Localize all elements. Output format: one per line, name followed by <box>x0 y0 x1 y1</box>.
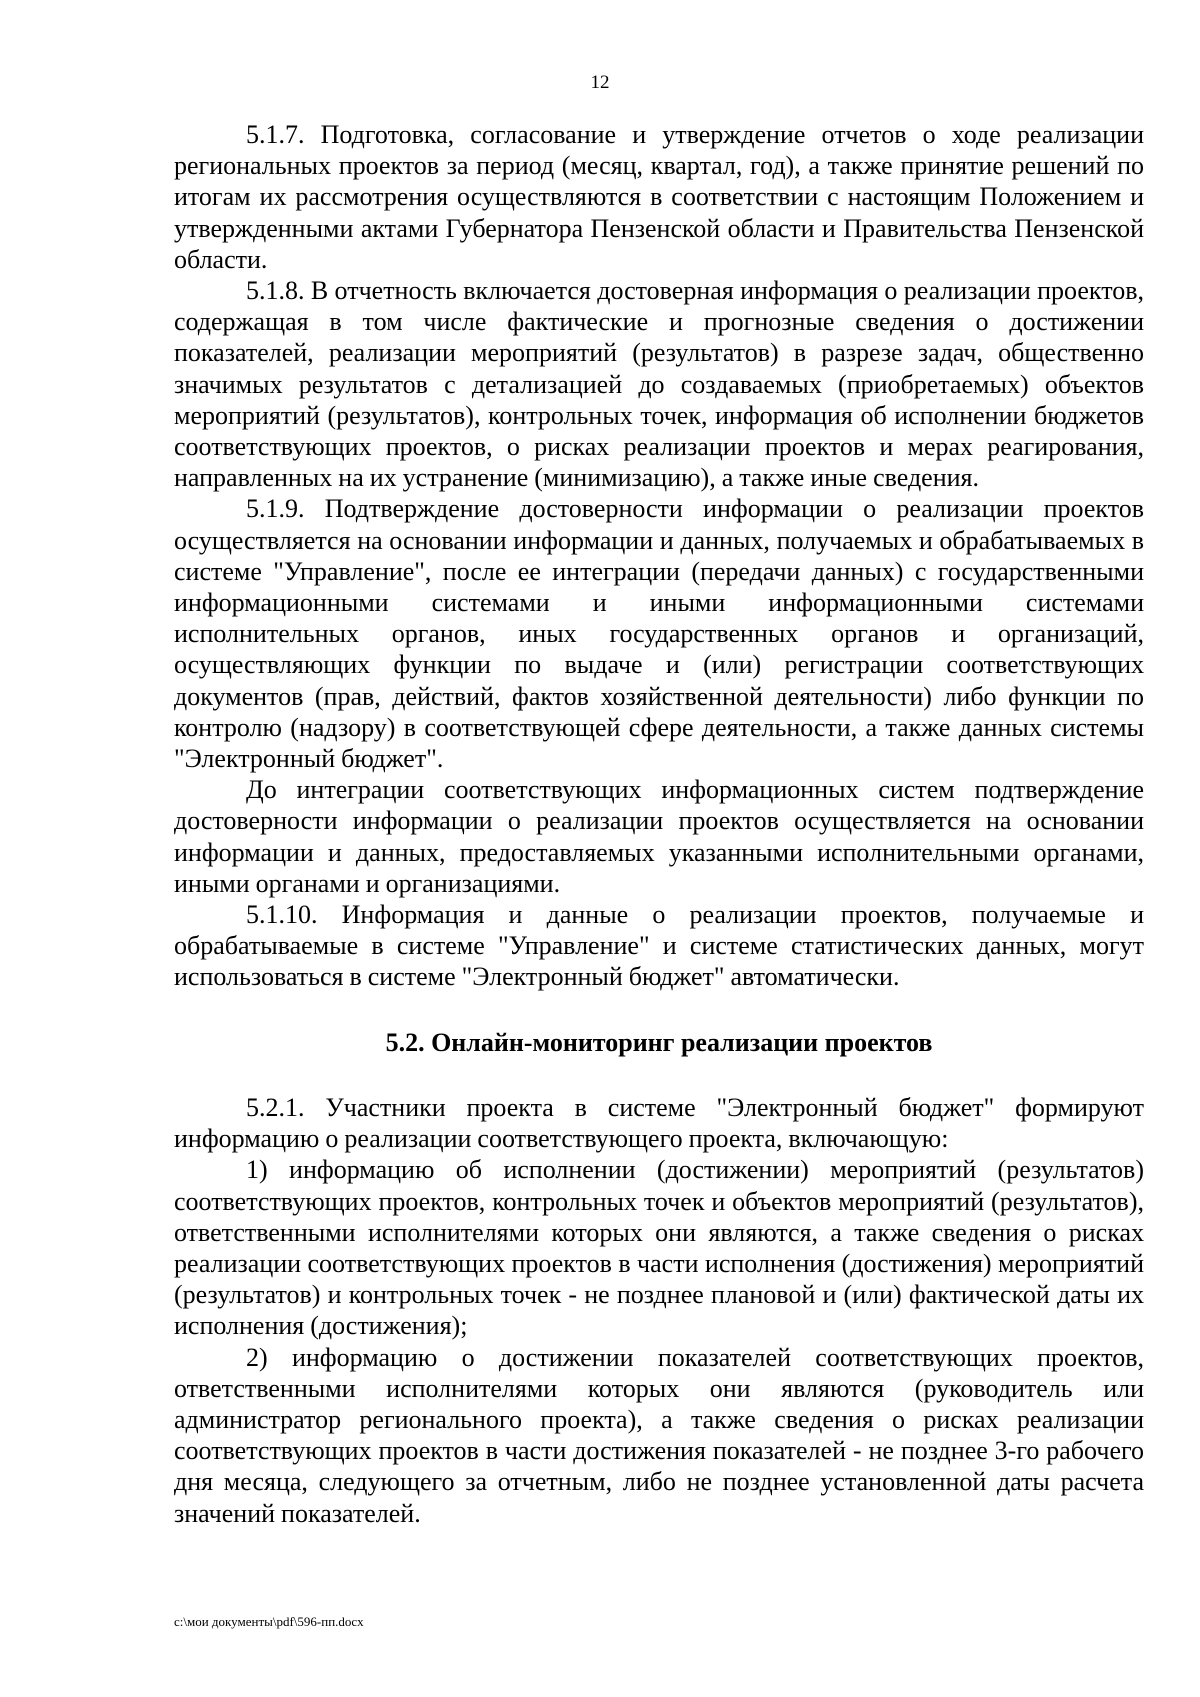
paragraph-5-1-10: 5.1.10. Информация и данные о реализации проектов, получаемые и обрабатываемые в системе "Управление" и системе статистических данных, могут использоваться в системе "Электронный бюджет" автоматически. <box>174 900 1144 992</box>
footer-file-path: c:\мои документы\pdf\596-пп.docx <box>174 1614 364 1629</box>
list-item-2: 2) информацию о достижении показателей соответствующих проектов, ответственными исполнителями которых они являются (руководитель или администратор регионального проекта), а также сведения о рисках реализации соответствующих проектов в части достижения показателей - не позднее 3-го рабочего дня месяца, следующего за отчетным, либо не позднее установленной даты расчета значений показателей. <box>174 1342 1144 1528</box>
paragraph-integration: До интеграции соответствующих информационных систем подтверждение достоверности информации о реализации проектов осуществляется на основании информации и данных, предоставляемых указанными исполнительными органами, иными органами и организациями. <box>174 775 1144 898</box>
list-item-1: 1) информацию об исполнении (достижении) мероприятий (результатов) соответствующих проектов, контрольных точек и объектов мероприятий (результатов), ответственными исполнителями которых они являются, а также сведения о рисках реализации соответствующих проектов в части исполнения (достижения) мероприятий (результатов) и контрольных точек - не позднее плановой и (или) фактической даты их исполнения (достижения); <box>174 1155 1144 1341</box>
document-body <box>174 119 1144 1529</box>
paragraph-5-2-1: 5.2.1. Участники проекта в системе "Электронный бюджет" формируют информацию о реализации соответствующего проекта, включающую: <box>174 1092 1144 1154</box>
section-heading: 5.2. Онлайн-мониторинг реализации проектов <box>385 1027 933 1057</box>
paragraph-5-1-7: 5.1.7. Подготовка, согласование и утверждение отчетов о ходе реализации региональных проектов за период (месяц, квартал, год), а также принятие решений по итогам их рассмотрения осуществляются в соответствии с настоящим Положением и утвержденными актами Губернатора Пензенской области и Правительства Пензенской области. <box>174 120 1144 274</box>
paragraph-5-1-8: 5.1.8. В отчетность включается достоверная информация о реализации проектов, содержащая в том числе фактические и прогнозные сведения о достижении показателей, реализации мероприятий (результатов) в разрезе задач, общественно значимых результатов с детализацией до создаваемых (приобретаемых) объектов мероприятий (результатов), контрольных точек, информация об исполнении бюджетов соответствующих проектов, о рисках реализации проектов и мерах реагирования, направленных на их устранение (минимизацию), а также иные сведения. <box>174 276 1144 493</box>
paragraph-5-1-9: 5.1.9. Подтверждение достоверности информации о реализации проектов осуществляется на основании информации и данных, получаемых и обрабатываемых в системе "Управление", после ее интеграции (передачи данных) с государственными информационными системами и иными информационными системами исполнительных органов, иных государственных органов и организаций, осуществляющих функции по выдаче и (или) регистрации соответствующих документов (прав, действий, фактов хозяйственной деятельности) либо функции по контролю (надзору) в соответствующей сфере деятельности, а также данных системы "Электронный бюджет". <box>174 494 1144 774</box>
page-number: 12 <box>590 72 610 93</box>
